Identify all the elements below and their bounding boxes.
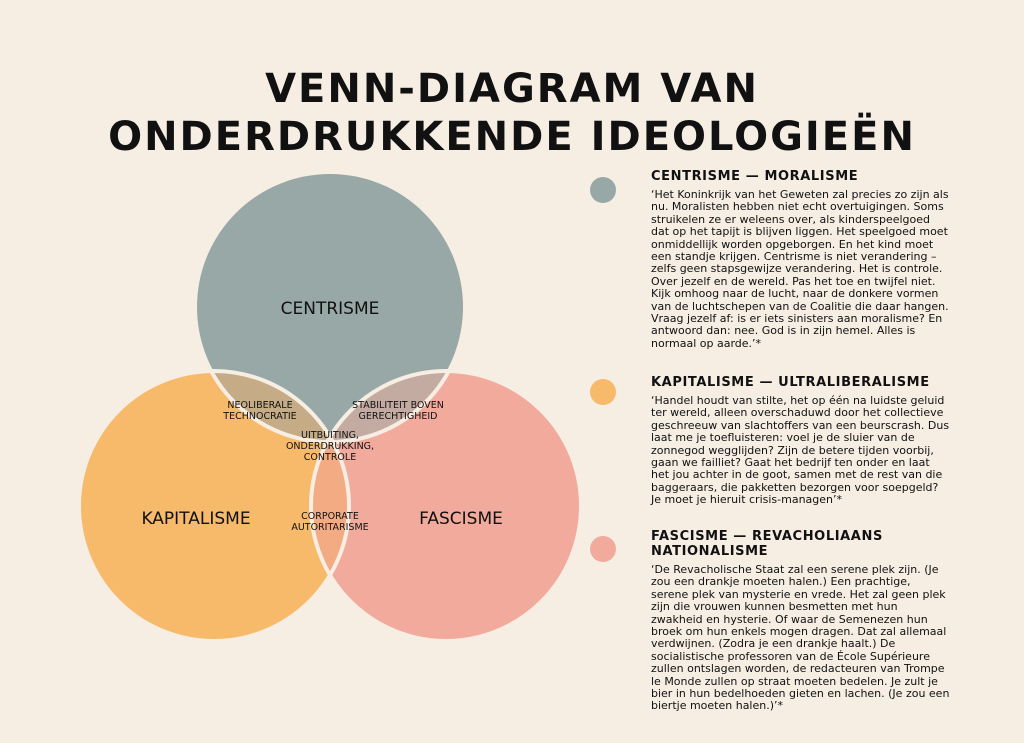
label-autoritarisme: AUTORITARISME: [291, 522, 369, 533]
legend-heading-fascisme: FASCISME — REVACHOLIAANS NATIONALISME: [651, 529, 883, 559]
label-gerechtigheid: GERECHTIGHEID: [358, 411, 438, 422]
label-centrisme: CENTRISME: [280, 299, 380, 319]
label-neoliberale: NEOLIBERALE: [227, 400, 293, 411]
legend-dot-centrisme: [590, 177, 616, 203]
legend-text-centrisme: ‘Het Koninkrijk van het Geweten zal precies zo zijn als nu. Moralisten hebben niet echt overtuigingen. Soms struikelen ze er weleens over, als kinderspeelgoed dat op het tapijt is blijven liggen. Het speelgoed moet onmiddellijk worden opgeborgen. En het kind moet een standje krijgen. Centrisme is niet verandering – zelfs geen stapsgewijze verandering. Het is controle. Over jezelf en de wereld. Pas het toe en twijfel niet. Kijk omhoog naar de lucht, naar de donkere vormen van de luchtschepen van de Coalitie die daar hangen. Vraag jezelf af: is er iets sinisters aan moralisme? En antwoord dan: nee. God is in zijn hemel. Alles is normaal op aarde.’*: [651, 188, 949, 350]
legend-entry-kapitalisme: [651, 375, 1003, 507]
label-uitbuiting: UITBUITING,: [301, 430, 359, 441]
legend-dot-fascisme: [590, 536, 616, 562]
page-title-line-1: VENN-DIAGRAM VAN: [265, 66, 759, 112]
label-onderdrukking: ONDERDRUKKING,: [285, 441, 375, 452]
label-technocratie: TECHNOCRATIE: [223, 411, 297, 422]
legend-dot-kapitalisme: [590, 379, 616, 405]
label-fascisme: FASCISME: [419, 509, 503, 529]
label-kapitalisme: KAPITALISME: [141, 509, 251, 529]
label-controle: CONTROLE: [303, 452, 357, 463]
legend-heading-kapitalisme: KAPITALISME — ULTRALIBERALISME: [651, 375, 930, 390]
label-corporate: CORPORATE: [301, 511, 359, 522]
legend-text-fascisme: ‘De Revacholische Staat zal een serene plek zijn. (Je zou een drankje moeten halen.) Een prachtige, serene plek van mysterie en vrede. Het zal geen plek zijn die vrouwen kunnen besmetten met hun zwakheid en hysterie. Of waar de Semenezen hun broek om hun enkels mogen dragen. Dat zal allemaal verdwijnen. (Zodra je een drankje haalt.) De socialistische professoren van de École Supérieure zullen ontslagen worden, de redacteuren van Trompe le Monde zullen op straat moeten bedelen. Je zult je bier in hun bedelhoeden gieten en lachen. (Je zou een biertje moeten halen.)’*: [651, 563, 950, 713]
page-title-line-2: ONDERDRUKKENDE IDEOLOGIEËN: [108, 114, 916, 160]
legend-heading-centrisme: CENTRISME — MORALISME: [651, 169, 859, 184]
legend-entry-fascisme: [651, 529, 1003, 713]
legend-text-kapitalisme: ‘Handel houdt van stilte, het op één na luidste geluid ter wereld, alleen overschaduwd door het collectieve geschreeuw van slachtoffers van een beurscrash. Dus laat me je toefluisteren: voel je de sluier van de zonnegod wegglijden? Zijn de betere tijden voorbij, gaan we failliet? Gaat het bedrijf ten onder en laat het jou achter in de goot, samen met de rest van die baggeraars, die pakketten bezorgen voor soepgeld? Je moet je hieruit crisis-managen’*: [651, 394, 950, 507]
label-stabiliteit: STABILITEIT BOVEN: [352, 400, 444, 411]
legend-entry-centrisme: [651, 169, 1003, 350]
